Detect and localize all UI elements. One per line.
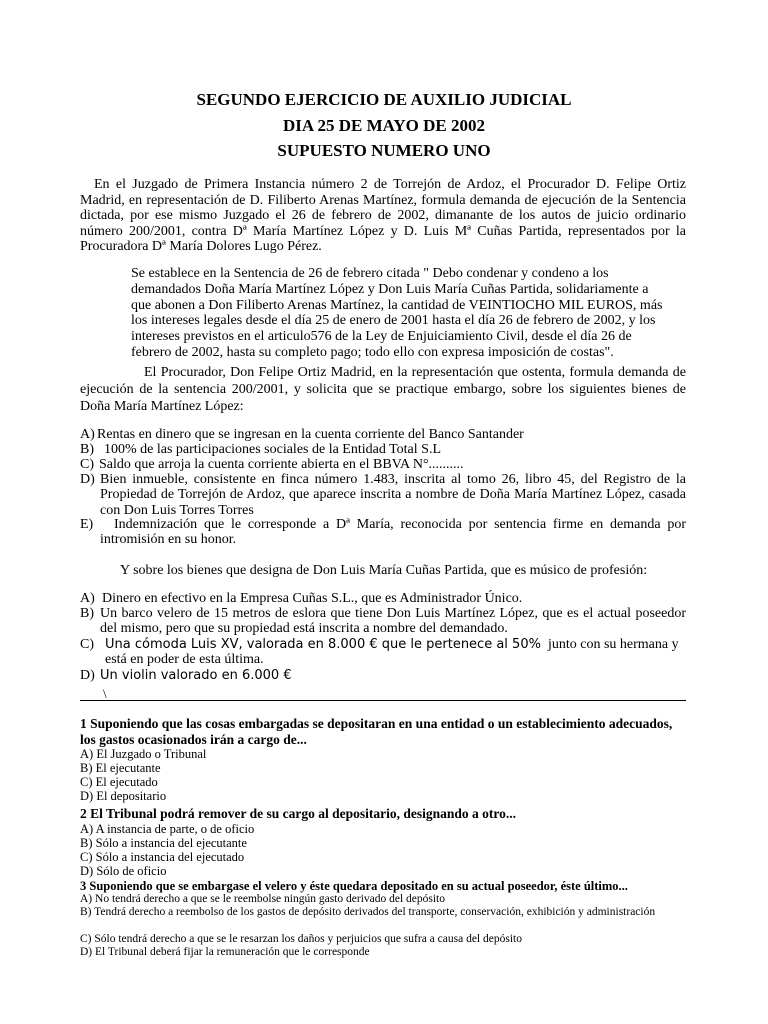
- answer-option: C) El ejecutado: [80, 775, 158, 789]
- list-item: [80, 637, 686, 669]
- question-2: 2 El Tribunal podrá remover de su cargo al depositario, designando a otro...: [80, 806, 517, 821]
- list-item: [80, 668, 686, 684]
- list-item-text: Saldo que arroja la cuenta corriente abierta en el BBVA N°..........: [99, 457, 464, 472]
- answer-option: D) El Tribunal deberá fijar la remuneración que le corresponde: [80, 946, 370, 958]
- answer-option: C) Sólo tendrá derecho a que se le resarzan los daños y perjuicios que sufra a causa del depósito: [80, 933, 522, 945]
- question-3: 3 Suponiendo que se embargase el velero y éste quedara depositado en su actual poseedor, éste último...: [80, 879, 628, 893]
- list-item-label: A): [80, 427, 95, 442]
- answer-option: D) El depositario: [80, 789, 167, 803]
- list-item-label: A): [80, 591, 95, 606]
- horizontal-divider: [80, 700, 686, 701]
- answer-option: A) El Juzgado o Tribunal: [80, 747, 207, 761]
- list-item-label: E): [80, 517, 94, 532]
- list-item: [80, 591, 686, 607]
- backslash-mark: \: [103, 686, 107, 701]
- list-item: [80, 442, 686, 458]
- list-item-label: B): [80, 442, 94, 457]
- list-item: [80, 457, 686, 473]
- answer-option: B) El ejecutante: [80, 761, 161, 775]
- answer-option: D) Sólo de oficio: [80, 864, 167, 878]
- list-item-text-serif: junto con su hermana y está en poder de esta última.: [105, 637, 679, 668]
- list-item-text: Dinero en efectivo en la Empresa Cuñas S.L., que es Administrador Único.: [102, 591, 523, 606]
- list-item: [80, 472, 686, 520]
- document-title: SEGUNDO EJERCICIO DE AUXILIO JUDICIAL: [196, 90, 572, 109]
- answer-option: A) A instancia de parte, o de oficio: [80, 822, 255, 836]
- list-item: [80, 427, 686, 443]
- sentence-quote: Se establece en la Sentencia de 26 de febrero citada " Debo condenar y condeno a los demandados Doña María Martínez López y Don Luis María Cuñas Partida, solidariamente a que abonen a Don Filiberto Arenas Martínez, la cantidad de VEINTIOCHO MIL EUROS, más los intereses legales desde el día 25 de enero de 2001 hasta el día 26 de febrero de 2002, y los intereses previstos en el articulo576 de la Ley de Enjuiciamiento Civil, desde el día 26 de febrero de 2002, hasta su completo pago; todo ello con expresa imposición de costas".: [131, 266, 663, 360]
- list-item-label: C): [80, 637, 94, 652]
- list-item: [80, 606, 686, 638]
- procurador-paragraph: El Procurador, Don Felipe Ortiz Madrid, en la representación que ostenta, formula demanda de ejecución de la sentencia 200/2001, y solicita que se practique embargo, sobre los siguientes bienes de Doña María Martínez López:: [80, 365, 686, 414]
- list-item-text: [105, 637, 686, 668]
- luis-intro-paragraph: Y sobre los bienes que designa de Don Luis María Cuñas Partida, que es músico de profesión:: [120, 563, 648, 578]
- answer-option: B) Sólo a instancia del ejecutante: [80, 836, 247, 850]
- list-item: [80, 517, 686, 549]
- list-item-text: Indemnización que le corresponde a Dª María, reconocida por sentencia firme en demanda por intromisión en su honor.: [100, 517, 686, 548]
- answer-option: C) Sólo a instancia del ejecutado: [80, 850, 245, 864]
- question-1: 1 Suponiendo que las cosas embargadas se depositaran en una entidad o un establecimiento adecuados, los gastos ocasionados irán a cargo de...: [80, 716, 673, 747]
- intro-paragraph: En el Juzgado de Primera Instancia número 2 de Torrejón de Ardoz, el Procurador D. Felipe Ortiz Madrid, en representación de D. Filiberto Arenas Martínez, formula demanda de ejecución de la Sentencia dictada, por ese mismo Juzgado el 26 de febrero de 2002, dimanante de los autos de juicio ordinario número 200/2001, contra Dª María Martínez López y D. Luis Mª Cuñas Partida, representados por la Procuradora Dª María Dolores Lugo Pérez.: [80, 177, 686, 255]
- list-item-text: Rentas en dinero que se ingresan en la cuenta corriente del Banco Santander: [97, 427, 524, 442]
- document-date: DIA 25 DE MAYO DE 2002: [283, 116, 485, 135]
- answer-option: B) Tendrá derecho a reembolso de los gastos de depósito derivados del transporte, conservación, exhibición y administración: [80, 906, 656, 918]
- list-item-text: 100% de las participaciones sociales de la Entidad Total S.L: [104, 442, 441, 457]
- list-item-text: Un violin valorado en 6.000 €: [100, 668, 292, 683]
- list-item-label: B): [80, 606, 94, 621]
- document-subtitle: SUPUESTO NUMERO UNO: [277, 141, 491, 160]
- list-item-text: Bien inmueble, consistente en finca número 1.483, inscrita al tomo 26, libro 45, del Registro de la Propiedad de Torrejón de Ardoz, que aparece inscrita a nombre de Doña María Martínez López, casada con Don Luis Torres Torres: [100, 472, 686, 518]
- list-item-text-sans: Una cómoda Luis XV, valorada en 8.000 € que le pertenece al 50%: [105, 637, 541, 652]
- list-item-label: D): [80, 668, 95, 683]
- list-item-label: D): [80, 472, 95, 487]
- list-item-text: Un barco velero de 15 metros de eslora que tiene Don Luis Martínez López, que es el actual poseedor del mismo, pero que su propiedad está inscrita a nombre del demandado.: [100, 606, 686, 637]
- list-item-label: C): [80, 457, 94, 472]
- answer-option: A) No tendrá derecho a que se le reembolse ningún gasto derivado del depósito: [80, 893, 446, 905]
